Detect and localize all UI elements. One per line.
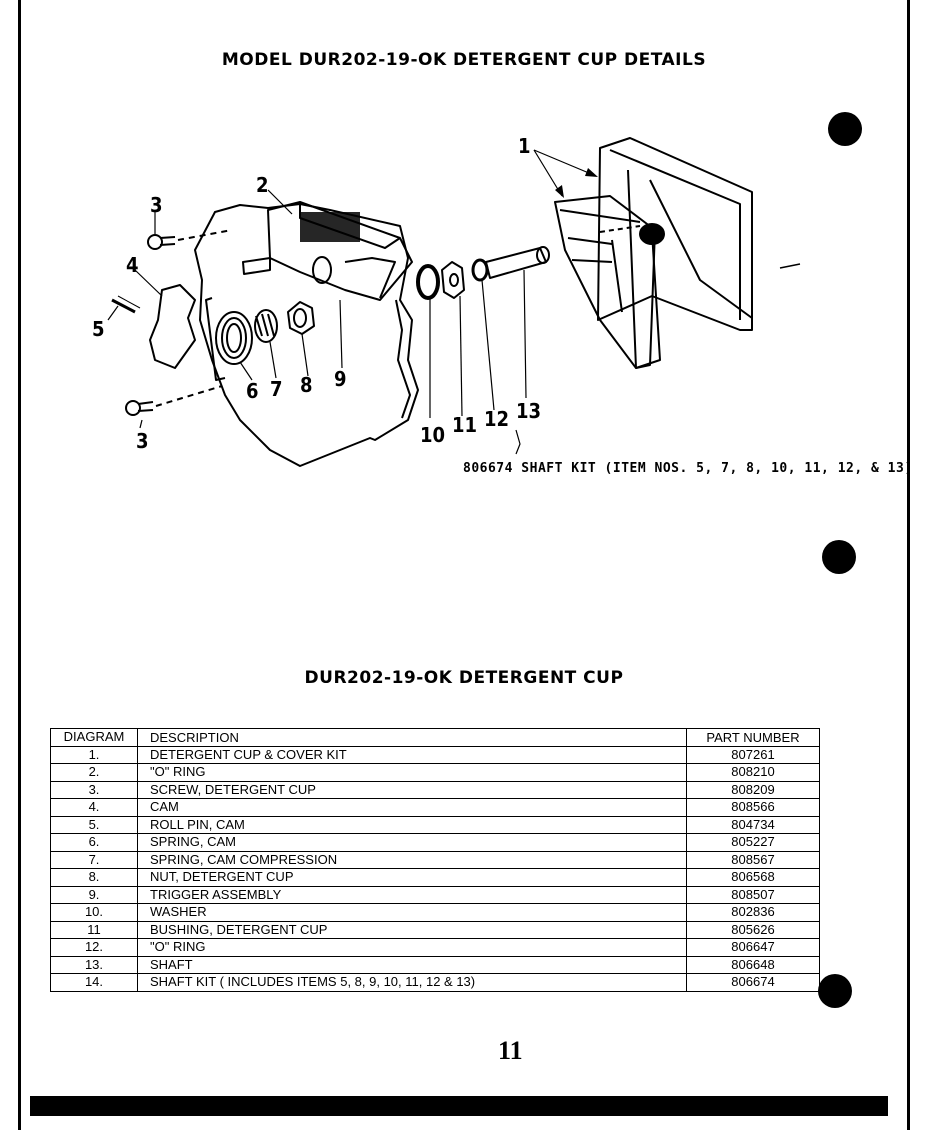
detergent-cup (555, 138, 752, 368)
parts-table (50, 728, 820, 992)
cell-part-number: 805626 (687, 921, 820, 939)
cell-diagram: 6. (51, 834, 138, 852)
cell-part-number: 808507 (687, 886, 820, 904)
table-row (51, 886, 820, 904)
callout-11: 11 (452, 413, 478, 437)
header-diagram: DIAGRAM (51, 729, 138, 747)
table-row (51, 974, 820, 992)
table-row (51, 746, 820, 764)
callout-2: 2 (256, 173, 269, 197)
page-number: 11 (498, 1036, 523, 1065)
cell-diagram: 3. (51, 781, 138, 799)
bushing (442, 262, 464, 298)
cell-description: SHAFT KIT ( INCLUDES ITEMS 5, 8, 9, 10, 11, 12 & 13) (138, 974, 687, 992)
cell-part-number: 808210 (687, 764, 820, 782)
callout-9: 9 (334, 367, 347, 391)
table-row (51, 869, 820, 887)
cell-description: CAM (138, 799, 687, 817)
cell-description: ROLL PIN, CAM (138, 816, 687, 834)
cell-part-number: 806648 (687, 956, 820, 974)
cell-diagram: 13. (51, 956, 138, 974)
exploded-parts-diagram (0, 0, 928, 500)
cell-diagram: 14. (51, 974, 138, 992)
table-row (51, 764, 820, 782)
cell-diagram: 2. (51, 764, 138, 782)
cell-part-number: 807261 (687, 746, 820, 764)
cell-description: NUT, DETERGENT CUP (138, 869, 687, 887)
cell-diagram: 1. (51, 746, 138, 764)
cell-part-number: 806647 (687, 939, 820, 957)
cell-description: WASHER (138, 904, 687, 922)
header-description: DESCRIPTION (138, 729, 687, 747)
callout-7: 7 (270, 377, 283, 401)
callout-1: 1 (518, 134, 531, 158)
cell-description: BUSHING, DETERGENT CUP (138, 921, 687, 939)
callout-8: 8 (300, 373, 313, 397)
table-row (51, 781, 820, 799)
spring-compression (255, 310, 277, 342)
o-ring-small (473, 260, 487, 280)
cell-diagram: 7. (51, 851, 138, 869)
cell-description: "O" RING (138, 939, 687, 957)
cell-part-number: 808566 (687, 799, 820, 817)
parts-table-body (51, 746, 820, 991)
cell-description: SCREW, DETERGENT CUP (138, 781, 687, 799)
callout-3-top: 3 (150, 193, 163, 217)
cell-part-number: 804734 (687, 816, 820, 834)
table-row (51, 851, 820, 869)
cell-diagram: 12. (51, 939, 138, 957)
table-row (51, 921, 820, 939)
cell-diagram: 10. (51, 904, 138, 922)
cell-description: DETERGENT CUP & COVER KIT (138, 746, 687, 764)
screw-top (148, 230, 232, 249)
cell-description: SPRING, CAM (138, 834, 687, 852)
callout-6: 6 (246, 379, 259, 403)
binder-hole-bottom (818, 974, 852, 1008)
table-row (51, 834, 820, 852)
o-ring (418, 266, 438, 298)
cell-diagram: 9. (51, 886, 138, 904)
cell-diagram: 5. (51, 816, 138, 834)
cell-diagram: 4. (51, 799, 138, 817)
table-header-row (51, 729, 820, 747)
cell-description: SPRING, CAM COMPRESSION (138, 851, 687, 869)
cell-diagram: 11 (51, 921, 138, 939)
cell-part-number: 806674 (687, 974, 820, 992)
shaft-kit-label: 806674 SHAFT KIT (ITEM NOS. 5, 7, 8, 10, 11, 12, & 13) (463, 461, 913, 476)
table-row (51, 904, 820, 922)
spring-cam (206, 298, 252, 380)
page-title: MODEL DUR202-19-OK DETERGENT CUP DETAILS (221, 50, 707, 70)
callout-10: 10 (420, 423, 446, 447)
cell-part-number: 802836 (687, 904, 820, 922)
nut (288, 302, 314, 334)
cell-description: TRIGGER ASSEMBLY (138, 886, 687, 904)
header-part-number: PART NUMBER (687, 729, 820, 747)
cell-description: SHAFT (138, 956, 687, 974)
callout-4: 4 (126, 253, 139, 277)
callout-3-bottom: 3 (136, 429, 149, 453)
callout-13: 13 (516, 399, 542, 423)
table-row (51, 816, 820, 834)
callout-12: 12 (484, 407, 510, 431)
cell-description: "O" RING (138, 764, 687, 782)
shaft (486, 247, 549, 278)
cell-part-number: 808209 (687, 781, 820, 799)
binder-hole-middle (822, 540, 856, 574)
callout-5: 5 (92, 317, 105, 341)
cam (150, 285, 195, 368)
cell-part-number: 806568 (687, 869, 820, 887)
section-title: DUR202-19-OK DETERGENT CUP (304, 668, 624, 688)
screw-bottom (126, 386, 222, 415)
mounting-panel (195, 204, 418, 466)
table-row (51, 956, 820, 974)
cell-part-number: 808567 (687, 851, 820, 869)
table-row (51, 939, 820, 957)
table-row (51, 799, 820, 817)
cell-part-number: 805227 (687, 834, 820, 852)
cell-diagram: 8. (51, 869, 138, 887)
bottom-bar (30, 1096, 888, 1116)
